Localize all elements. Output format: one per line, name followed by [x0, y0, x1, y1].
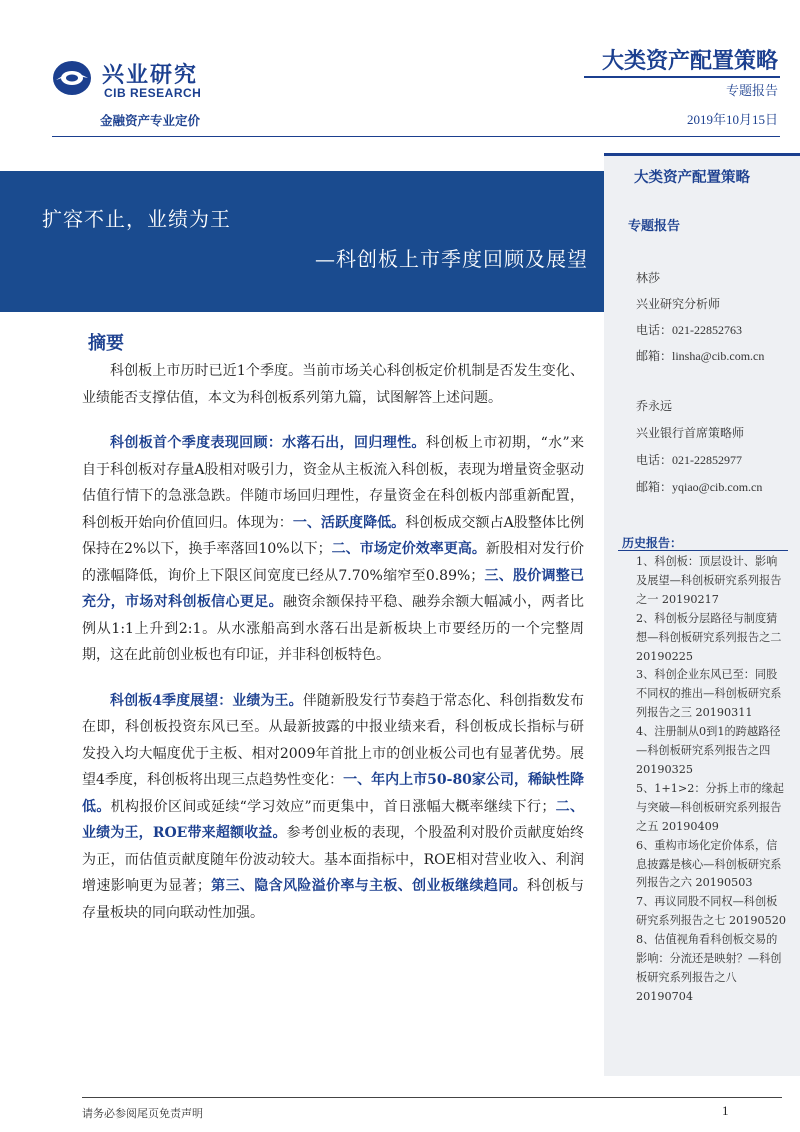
abstract-text: 科创板成交额占A股整体比例保持在2%以下，换手率落回10%以下；: [82, 514, 585, 557]
author2-email: [636, 478, 762, 495]
phone-number: 021-22852977: [672, 453, 743, 467]
author1-email: [636, 347, 764, 364]
abstract-highlight: 科创板4季度展望：业绩为王。: [110, 692, 303, 709]
cib-logo-icon: [52, 58, 92, 98]
abstract-paragraph: [82, 688, 584, 927]
history-divider: [618, 550, 788, 551]
history-item[interactable]: 5、1+1>2：分拆上市的缘起与突破—科创板研究系列报告之五 20190409: [636, 781, 784, 833]
abstract-highlight: 第三、隐含风险溢价率与主板、创业板继续趋同。: [210, 878, 527, 894]
logo-chinese-text: 兴业研究: [102, 63, 199, 88]
logo-english-text: CIB RESEARCH: [104, 86, 202, 100]
sidebar-report-type: 专题报告: [628, 219, 681, 234]
abstract-highlight: 三、股价调整已充分，市场对科创板信心更足。: [82, 567, 584, 610]
abstract-highlight: 一、活跃度降低。: [292, 514, 406, 531]
abstract-text: 机构报价区间或延续“学习效应”而更集中，首日涨幅大概率继续下行；: [110, 798, 556, 815]
abstract-highlight: 二、业绩为王，ROE带来超额收益。: [82, 798, 584, 841]
email-link[interactable]: yqiao@cib.com.cn: [672, 480, 763, 494]
phone-label: 电话：: [636, 453, 673, 467]
history-item[interactable]: 4、注册制从0到1的跨越路径—科创板研究系列报告之四 20190325: [636, 725, 781, 776]
header-rule: [52, 136, 780, 137]
footer-disclaimer-note: 请务必参阅尾页免责声明: [82, 1107, 203, 1120]
logo-slogan: 金融资产专业定价: [100, 113, 201, 128]
header-report-type: 专题报告: [725, 84, 778, 99]
email-link[interactable]: linsha@cib.com.cn: [672, 349, 765, 363]
abstract-paragraph: [82, 358, 584, 411]
history-item[interactable]: 3、科创企业东风已至：同股不同权的推出—科创板研究系列报告之三 20190311: [636, 668, 782, 720]
history-item[interactable]: 8、估值视角看科创板交易的影响：分流还是映射？—科创板研究系列报告之八 20190704: [636, 933, 782, 1003]
abstract-paragraph: [82, 430, 584, 669]
abstract-highlight: 一、年内上市50-80家公司，稀缺性降低。: [82, 772, 585, 815]
title-banner: [0, 171, 604, 312]
history-item[interactable]: 1、科创板：顶层设计、影响及展望—科创板研究系列报告之一 20190217: [636, 555, 782, 606]
abstract-text: 伴随新股发行节奏趋于常态化、科创指数发布在即，科创板投资东风已至。从最新披露的中报业绩来看，科创板成长指标与研发投入均大幅度优于主板、相对2009年首批上市的创业板公司也有显著优势。展望4季度，科创板将出现三点趋势性变化：: [82, 692, 584, 788]
author2-phone: [636, 451, 742, 468]
history-heading: 历史报告：: [622, 536, 683, 550]
abstract-text: 参考创业板的表现，个股盈利对股价贡献度始终为正，而估值贡献度随年份波动较大。基本面指标中，ROE相对营业收入、利润增速影响更为显著；: [82, 825, 584, 894]
history-item[interactable]: 2、科创板分层路径与制度猜想—科创板研究系列报告之二 20190225: [636, 611, 782, 663]
abstract-heading: 摘要: [88, 333, 124, 354]
author2-role: 兴业银行首席策略师: [636, 426, 745, 440]
abstract-text: 新股相对发行价的涨幅降低，询价上下限区间宽度已经从7.70%缩窄至0.89%；: [82, 541, 585, 584]
author1-phone: [636, 321, 742, 338]
abstract-highlight: 二、市场定价效率更高。: [331, 541, 486, 557]
email-label: 邮箱：: [636, 480, 673, 494]
abstract-text: 科创板上市初期，“水”来自于科创板对存量A股相对吸引力，资金从主板流入科创板，表现为增量资金驱动估值行情下的急涨急跌。伴随市场回归理性，存量资金在科创板内部重新配置，科创板开始向价值回归。体现为：: [82, 435, 584, 531]
email-label: 邮箱：: [636, 349, 673, 363]
abstract-highlight: 科创板首个季度表现回顾：水落石出，回归理性。: [110, 435, 426, 451]
header-date: 2019年10月15日: [686, 112, 778, 127]
abstract-text: 科创板上市历时已近1个季度。当前市场关心科创板定价机制是否发生变化、业绩能否支撑估值，本文为科创板系列第九篇，试图解答上述问题。: [82, 363, 584, 406]
report-title: 扩容不止，业绩为王: [42, 207, 231, 231]
author1-name: 林莎: [636, 271, 661, 285]
header-divider: [584, 76, 780, 78]
sidebar-title: 大类资产配置策略: [634, 169, 750, 186]
phone-number: 021-22852763: [672, 323, 743, 337]
phone-label: 电话：: [636, 323, 673, 337]
page-number: 1: [722, 1103, 729, 1118]
abstract-body: [82, 358, 584, 945]
header-title: 大类资产配置策略: [601, 48, 778, 74]
history-item[interactable]: 6、重构市场化定价体系，信息披露是核心—科创板研究系列报告之六 20190503: [636, 838, 782, 890]
abstract-text: 科创板与存量板块的同向联动性加强。: [82, 878, 585, 921]
history-list: [636, 553, 786, 1007]
author2-name: 乔永远: [636, 399, 673, 413]
footer-rule: [82, 1097, 782, 1098]
abstract-text: 融资余额保持平稳、融券余额大幅减小，两者比例从1:1上升到2:1。从水涨船高到水落石出是新板块上市要经历的一个完整周期，这在此前创业板也有印证，并非科创板特色。: [82, 594, 585, 663]
author1-role: 兴业研究分析师: [636, 297, 721, 311]
report-subtitle: —科创板上市季度回顾及展望: [315, 247, 588, 271]
history-item[interactable]: 7、再议同股不同权—科创板研究系列报告之七 20190520: [636, 895, 786, 928]
